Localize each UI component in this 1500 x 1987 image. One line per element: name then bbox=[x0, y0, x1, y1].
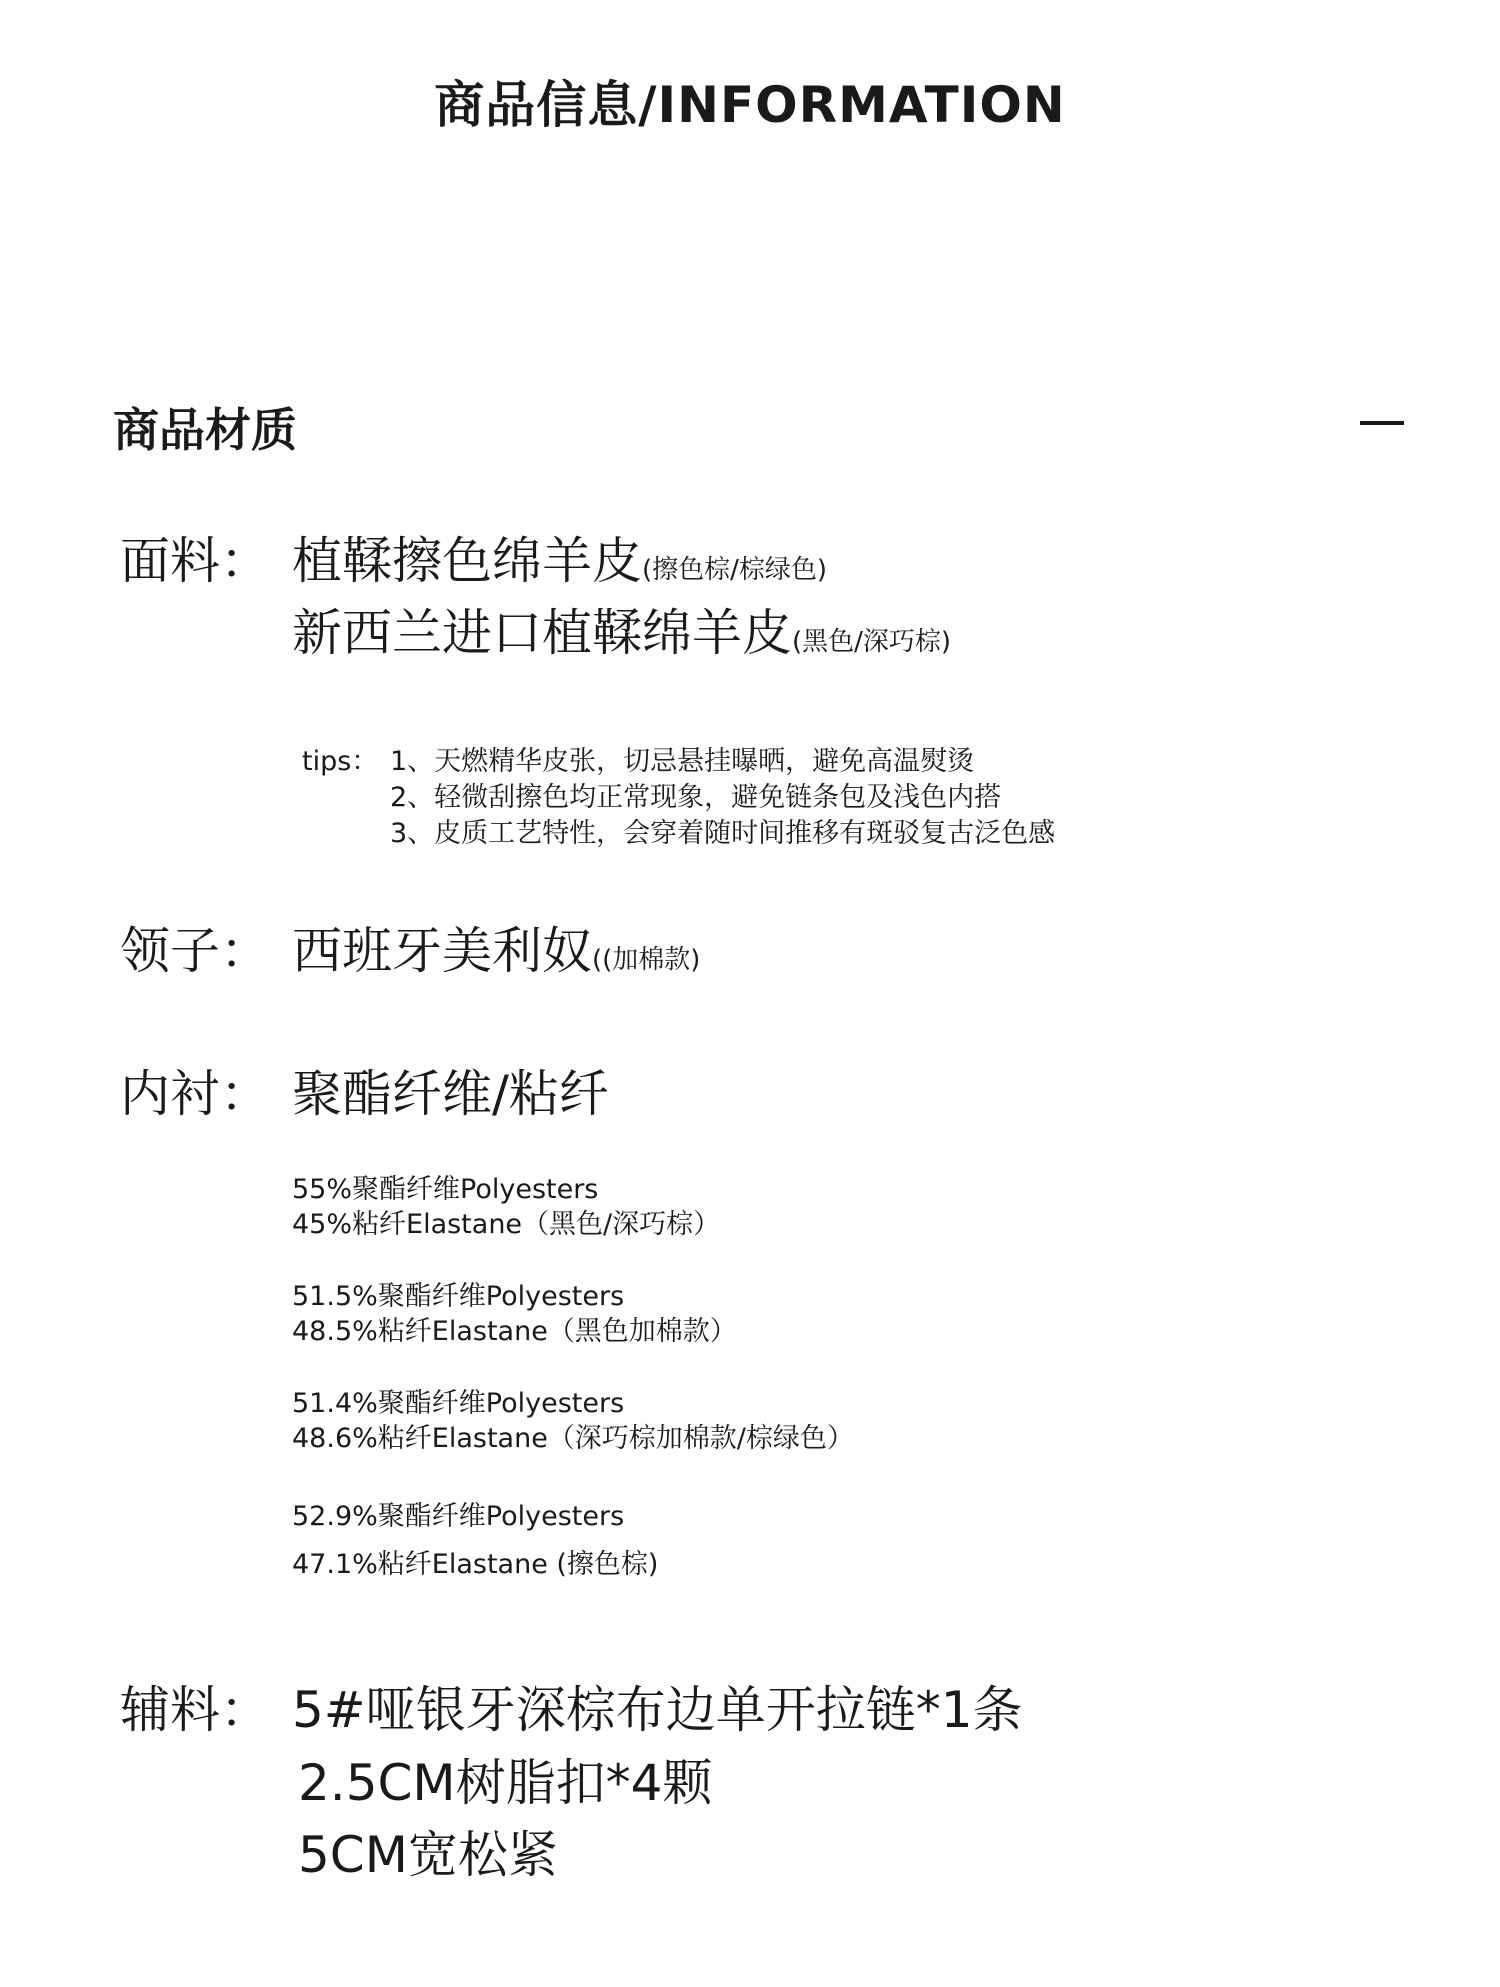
composition-line: 48.6%粘纤Elastane（深巧棕加棉款/棕绿色） bbox=[292, 1423, 854, 1454]
accessory-line: 5#哑银牙深棕布边单开拉链*1条 bbox=[292, 1681, 1023, 1739]
tip-item: 2、轻微刮擦色均正常现象，避免链条包及浅色内搭 bbox=[390, 782, 1002, 813]
fabric-line-1-main: 植鞣擦色绵羊皮 bbox=[292, 532, 642, 590]
fabric-line-1-note: (擦色棕/棕绿色) bbox=[642, 555, 828, 585]
collar-note: ((加棉款) bbox=[592, 945, 701, 975]
tips-label: tips： bbox=[302, 746, 379, 777]
section-title: 商品材质 bbox=[113, 403, 297, 457]
composition-line: 52.9%聚酯纤维Polyesters bbox=[292, 1501, 625, 1532]
collar-label: 领子： bbox=[120, 922, 270, 980]
composition-line: 45%粘纤Elastane（黑色/深巧棕） bbox=[292, 1209, 721, 1240]
accessories-label: 辅料： bbox=[120, 1681, 270, 1739]
composition-line: 51.4%聚酯纤维Polyesters bbox=[292, 1388, 625, 1419]
tip-item: 3、皮质工艺特性，会穿着随时间推移有斑驳复古泛色感 bbox=[390, 818, 1056, 849]
collar-main: 西班牙美利奴 bbox=[292, 922, 592, 980]
page-title: 商品信息/INFORMATION bbox=[434, 76, 1066, 134]
fabric-line-2-main: 新西兰进口植鞣绵羊皮 bbox=[292, 604, 792, 662]
accessory-line: 5CM宽松紧 bbox=[298, 1826, 558, 1884]
fabric-line-1 bbox=[292, 526, 827, 605]
tip-item: 1、天燃精华皮张，切忌悬挂曝晒，避免高温熨烫 bbox=[390, 746, 975, 777]
composition-line: 48.5%粘纤Elastane（黑色加棉款） bbox=[292, 1316, 737, 1347]
fabric-label: 面料： bbox=[120, 532, 270, 590]
fabric-line-2-note: (黑色/深巧棕) bbox=[792, 627, 952, 657]
collar-value bbox=[292, 916, 700, 995]
lining-label: 内衬： bbox=[120, 1065, 270, 1123]
composition-line: 55%聚酯纤维Polyesters bbox=[292, 1174, 599, 1205]
accessory-line: 2.5CM树脂扣*4颗 bbox=[298, 1754, 713, 1812]
minus-icon[interactable] bbox=[1360, 421, 1404, 425]
lining-value: 聚酯纤维/粘纤 bbox=[292, 1065, 609, 1123]
fabric-line-2 bbox=[292, 598, 951, 677]
composition-line: 47.1%粘纤Elastane (擦色棕) bbox=[292, 1549, 659, 1580]
composition-line: 51.5%聚酯纤维Polyesters bbox=[292, 1281, 625, 1312]
